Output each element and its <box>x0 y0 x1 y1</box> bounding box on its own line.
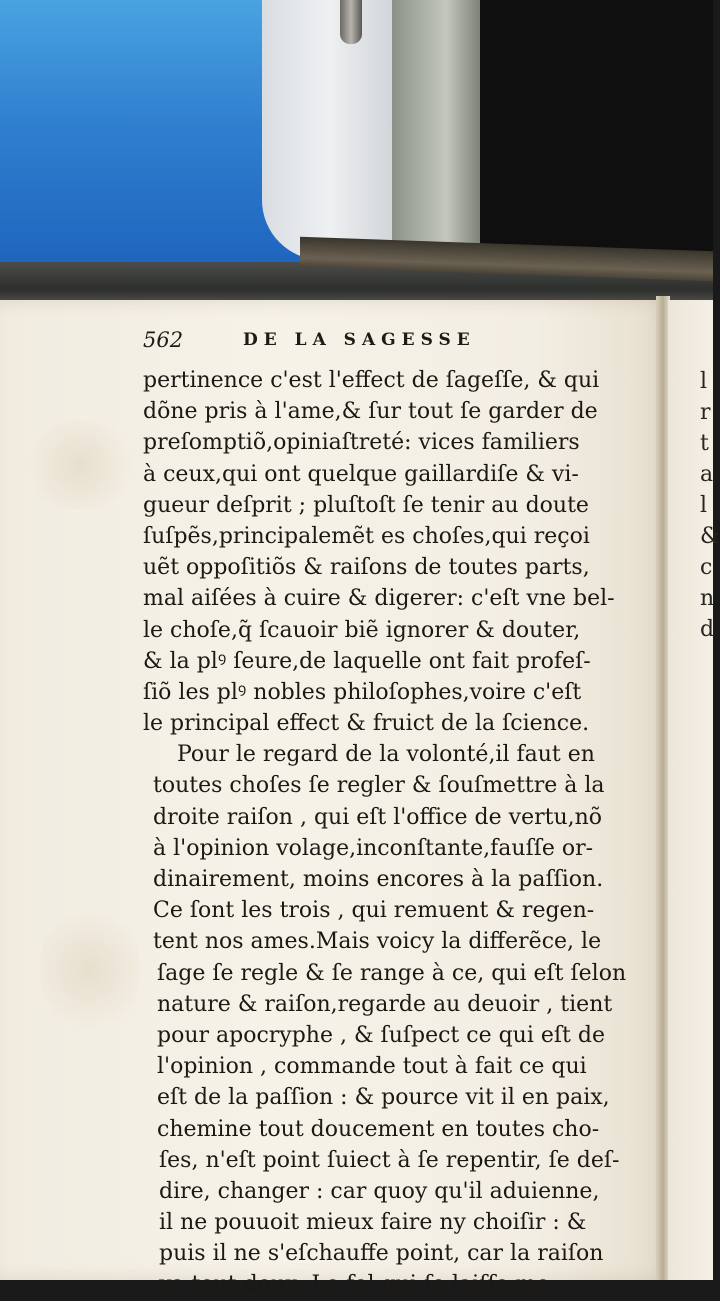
text-line: Pour le regard de la volonté,il faut en <box>177 742 595 768</box>
text-line: pertinence c'est l'effect de ſageſſe, & qui <box>143 368 600 393</box>
paper-stain <box>20 420 140 510</box>
text-line: va tout doux. Le fol qui ſe laiſſe me- <box>159 1272 557 1298</box>
body-text <box>143 365 643 1301</box>
page-number: 562 <box>143 328 184 352</box>
blue-folder-background <box>0 0 300 280</box>
text-line: l'opinion , commande tout à fait ce qui <box>157 1054 587 1080</box>
dark-background <box>480 0 713 260</box>
text-line: puis il ne s'eſchauffe point, car la raiſon <box>159 1241 604 1267</box>
text-line: uẽt oppoſitiõs & raiſons de toutes parts, <box>143 555 590 581</box>
text-line: gueur deſprit ; pluſtoſt ſe tenir au doute <box>143 492 589 518</box>
facing-page-glyph: l <box>700 493 708 518</box>
text-line: à ceux,qui ont quelque gaillardiſe & vi- <box>143 461 579 487</box>
text-line: eſt de la paſſion : & pource vit il en paix, <box>157 1085 610 1111</box>
facing-page-text <box>700 366 720 645</box>
paragraph-2 <box>143 739 643 1300</box>
facing-page-glyph: n <box>700 586 715 611</box>
text-line: & la plꝰ ſeure,de laquelle ont fait profeſ- <box>143 648 591 674</box>
text-line: ſuſpẽs,principalemẽt es choſes,qui reçoi <box>143 523 590 549</box>
text-line: chemine tout doucement en toutes cho- <box>157 1116 600 1142</box>
text-line: le choſe,q̃ ſcauoir biẽ ignorer & douter, <box>143 617 581 643</box>
text-line: preſomptiõ,opiniaſtreté: vices familiers <box>143 430 580 456</box>
paragraph-1 <box>143 365 643 739</box>
page-header <box>143 328 663 358</box>
paper-stain <box>40 900 140 1040</box>
text-line: mal aiſées à cuire & digerer: c'eſt vne bel- <box>143 586 615 612</box>
text-line: dõne pris à l'ame,& ſur tout ſe garder de <box>143 399 598 425</box>
running-head: DE LA SAGESSE <box>243 330 476 350</box>
text-line: ſes, n'eſt point ſuiect à ſe repentir, ſe deſ- <box>159 1147 620 1173</box>
text-line: à l'opinion volage,inconſtante,fauſſe or- <box>153 835 594 861</box>
text-line: ſage ſe regle & ſe range à ce, qui eſt ſelon <box>157 960 627 986</box>
text-line: ſiõ les plꝰ nobles philoſophes,voire c'eſt <box>143 679 582 705</box>
metal-clip <box>340 0 362 44</box>
text-line: droite raiſon , qui eſt l'office de vertu,nõ <box>153 804 603 830</box>
text-line: toutes choſes ſe regler & ſouſmettre à la <box>153 773 605 799</box>
facing-page-glyph: c <box>700 555 713 580</box>
facing-page-glyph: t <box>700 431 709 456</box>
text-line: il ne pouuoit mieux faire ny choiſir : & <box>159 1210 587 1236</box>
text-line: nature & raiſon,regarde au deuoir , tient <box>157 991 613 1017</box>
facing-page-glyph: d <box>700 617 715 642</box>
facing-page-glyph: r <box>700 400 711 425</box>
facing-page-glyph: & <box>700 524 720 549</box>
text-line: pour apocryphe , & ſuſpect ce qui eſt de <box>157 1022 605 1048</box>
facing-page-glyph: l <box>700 369 708 394</box>
text-line: dinairement, moins encores à la paſſion. <box>153 867 604 892</box>
facing-page-glyph: a <box>700 462 714 487</box>
text-line: dire, changer : car quoy qu'il aduienne, <box>159 1178 600 1204</box>
cloth-background <box>262 0 412 260</box>
text-line: tent nos ames.Mais voicy la differẽce, le <box>153 929 602 955</box>
text-line: Ce ſont les trois , qui remuent & regen- <box>153 898 595 924</box>
text-line: le principal effect & fruict de la ſcience. <box>143 711 590 737</box>
board-edge <box>392 0 482 255</box>
